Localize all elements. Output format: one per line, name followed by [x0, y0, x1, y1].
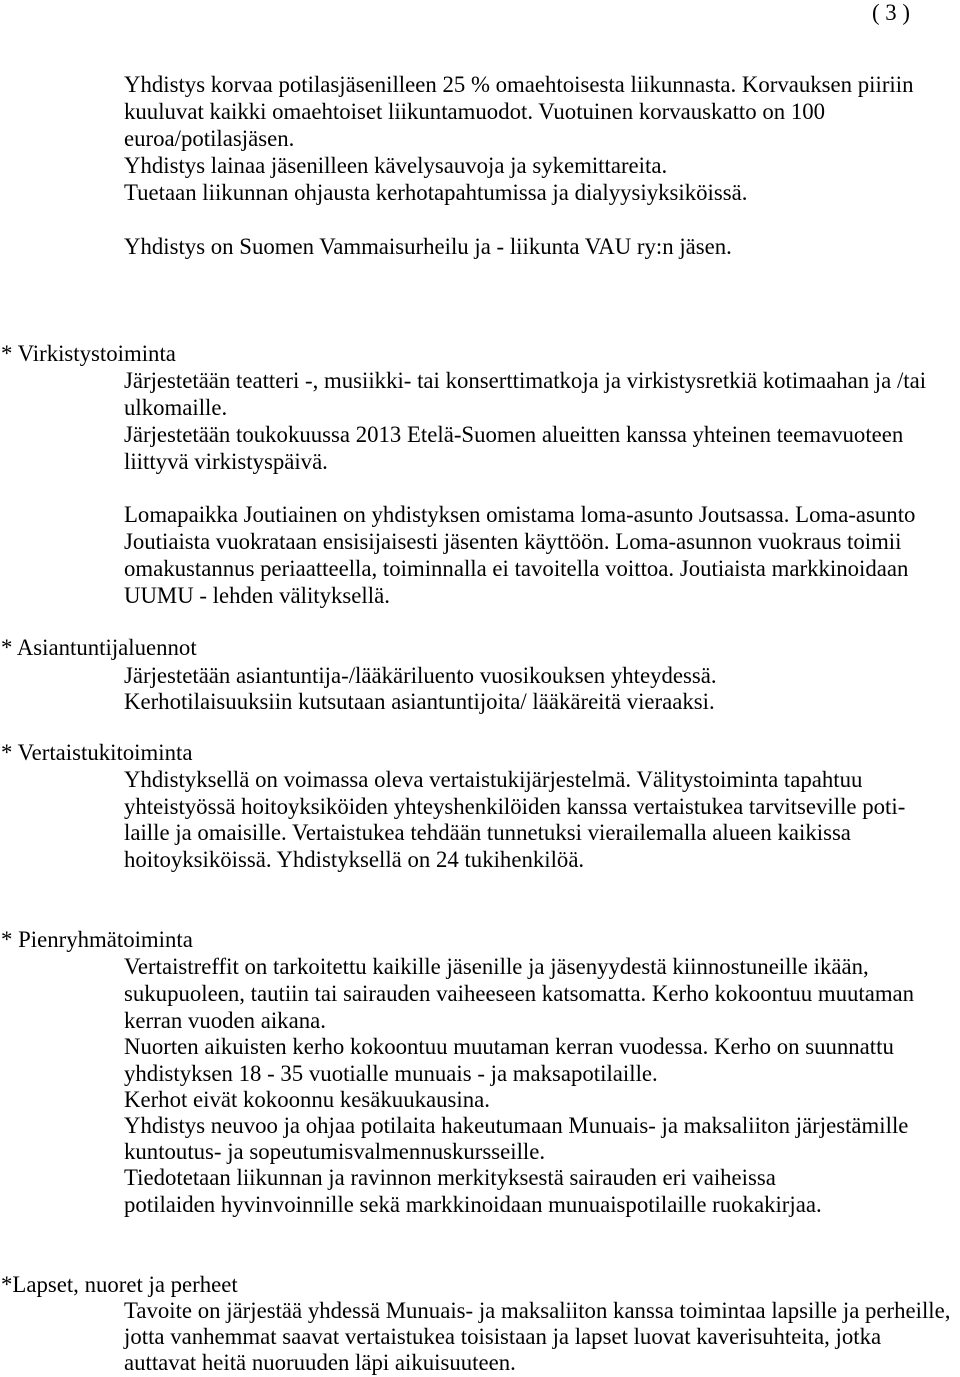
text-line: kuntoutus- ja sopeutumisvalmennuskursseille.	[124, 1139, 546, 1164]
text-line: Tavoite on järjestää yhdessä Munuais- ja maksaliiton kanssa toimintaa lapsille ja perheille,	[124, 1298, 951, 1323]
text-line: kuuluvat kaikki omaehtoiset liikuntamuodot. Vuotuinen korvauskatto on 100	[124, 99, 826, 124]
text-line: kerran vuoden aikana.	[124, 1008, 326, 1033]
page-number: ( 3 )	[872, 0, 910, 25]
text-line: Järjestetään toukokuussa 2013 Etelä-Suomen alueitten kanssa yhteinen teemavuoteen	[124, 422, 904, 447]
text-line: Kerhotilaisuuksiin kutsutaan asiantuntijoita/ lääkäreitä vieraaksi.	[124, 689, 715, 714]
section-heading: *Lapset, nuoret ja perheet	[1, 1272, 238, 1297]
text-line: Järjestetään asiantuntija-/lääkäriluento vuosikouksen yhteydessä.	[124, 663, 717, 688]
text-line: Tuetaan liikunnan ohjausta kerhotapahtumissa ja dialyysiyksiköissä.	[124, 180, 748, 205]
text-line: Nuorten aikuisten kerho kokoontuu muutaman kerran vuodessa. Kerho on suunnattu	[124, 1034, 894, 1059]
text-line: Joutiaista vuokrataan ensisijaisesti jäsenten käyttöön. Loma-asunnon vuokraus toimii	[124, 529, 902, 554]
text-line: jotta vanhemmat saavat vertaistukea toisistaan ja lapset luovat kaverisuhteita, jotka	[124, 1324, 882, 1349]
section-heading: * Virkistystoiminta	[1, 341, 176, 366]
text-line: hoitoyksiköissä. Yhdistyksellä on 24 tukihenkilöä.	[124, 847, 585, 872]
text-line: Yhdistys neuvoo ja ohjaa potilaita hakeutumaan Munuais- ja maksaliiton järjestämille	[124, 1113, 909, 1138]
section-heading: * Pienryhmätoiminta	[1, 927, 193, 952]
text-line: Tiedotetaan liikunnan ja ravinnon merkityksestä sairauden eri vaiheissa	[124, 1165, 776, 1190]
text-line: ulkomaille.	[124, 395, 228, 420]
text-line: UUMU - lehden välityksellä.	[124, 583, 390, 608]
text-line: Yhdistys on Suomen Vammaisurheilu ja - liikunta VAU ry:n jäsen.	[124, 234, 732, 259]
text-line: Yhdistyksellä on voimassa oleva vertaistukijärjestelmä. Välitystoiminta tapahtuu	[124, 767, 863, 792]
text-line: auttavat heitä nuoruuden läpi aikuisuuteen.	[124, 1350, 516, 1375]
text-line: Vertaistreffit on tarkoitettu kaikille jäsenille ja jäsenyydestä kiinnostuneille ikään,	[124, 954, 869, 979]
text-line: potilaiden hyvinvoinnille sekä markkinoidaan munuaispotilaille ruokakirjaa.	[124, 1192, 822, 1217]
text-line: Yhdistys lainaa jäsenilleen kävelysauvoja ja sykemittareita.	[124, 153, 668, 178]
text-line: yhdistyksen 18 - 35 vuotialle munuais - ja maksapotilaille.	[124, 1061, 658, 1086]
text-line: laille ja omaisille. Vertaistukea tehdään tunnetuksi vierailemalla alueen kaikissa	[124, 820, 851, 845]
section-heading: * Vertaistukitoiminta	[1, 740, 193, 765]
text-line: Lomapaikka Joutiainen on yhdistyksen omistama loma-asunto Joutsassa. Loma-asunto	[124, 502, 916, 527]
text-line: yhteistyössä hoitoyksiköiden yhteyshenkilöiden kanssa vertaistukea tarvitseville poti-	[124, 794, 906, 819]
text-line: sukupuoleen, tautiin tai sairauden vaiheeseen katsomatta. Kerho kokoontuu muutaman	[124, 981, 915, 1006]
text-line: omakustannus periaatteella, toiminnalla ei tavoitella voittoa. Joutiaista markkinoidaan	[124, 556, 909, 581]
text-line: liittyvä virkistyspäivä.	[124, 449, 328, 474]
text-line: Kerhot eivät kokoonnu kesäkuukausina.	[124, 1087, 490, 1112]
text-line: Yhdistys korvaa potilasjäsenilleen 25 % omaehtoisesta liikunnasta. Korvauksen piiriin	[124, 72, 914, 97]
section-heading: * Asiantuntijaluennot	[1, 635, 197, 660]
text-line: euroa/potilasjäsen.	[124, 126, 295, 151]
text-line: Järjestetään teatteri -, musiikki- tai konserttimatkoja ja virkistysretkiä kotimaahan ja /tai	[124, 368, 927, 393]
